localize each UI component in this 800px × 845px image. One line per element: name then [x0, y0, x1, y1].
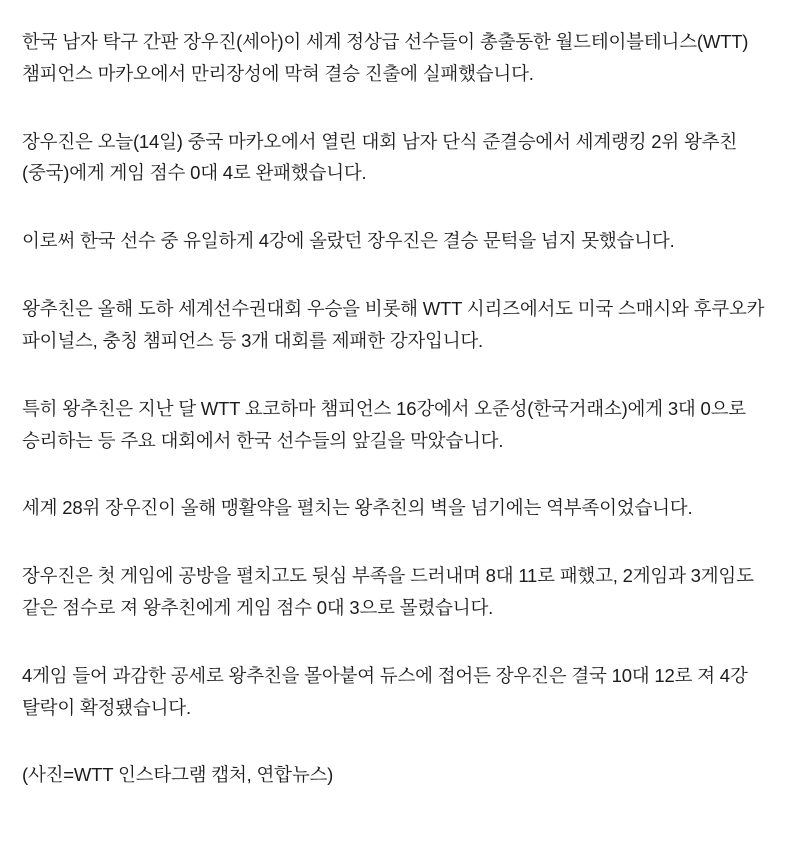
article-paragraph: 왕추친은 올해 도하 세계선수권대회 우승을 비롯해 WTT 시리즈에서도 미국 스매시와 후쿠오카 파이널스, 충칭 챔피언스 등 3개 대회를 제패한 강자입니다.	[22, 298, 765, 351]
article-paragraph: 한국 남자 탁구 간판 장우진(세아)이 세계 정상급 선수들이 총출동한 월드테이블테니스(WTT) 챔피언스 마카오에서 만리장성에 막혀 결승 진출에 실패했습니다.	[22, 31, 749, 84]
article-paragraph: 장우진은 첫 게임에 공방을 펼치고도 뒷심 부족을 드러내며 8대 11로 패했고, 2게임과 3게임도 같은 점수로 져 왕추친에게 게임 점수 0대 3으로 몰렸습니다.	[22, 565, 754, 618]
article-paragraph: 이로써 한국 선수 중 유일하게 4강에 올랐던 장우진은 결승 문턱을 넘지 못했습니다.	[22, 230, 675, 252]
photo-credit-caption: (사진=WTT 인스타그램 캡처, 연합뉴스)	[22, 764, 334, 786]
article-paragraph: 세계 28위 장우진이 올해 맹활약을 펼치는 왕추친의 벽을 넘기에는 역부족이었습니다.	[22, 497, 693, 519]
article-paragraph: 특히 왕추친은 지난 달 WTT 요코하마 챔피언스 16강에서 오준성(한국거래소)에게 3대 0으로 승리하는 등 주요 대회에서 한국 선수들의 앞길을 막았습니다.	[22, 397, 746, 451]
article-paragraph: 4게임 들어 과감한 공세로 왕추친을 몰아붙여 듀스에 접어든 장우진은 결국 10대 12로 져 4강 탈락이 확정됐습니다.	[22, 664, 748, 718]
article-paragraph: 장우진은 오늘(14일) 중국 마카오에서 열린 대회 남자 단식 준결승에서 세계랭킹 2위 왕추친(중국)에게 게임 점수 0대 4로 완패했습니다.	[22, 130, 738, 184]
